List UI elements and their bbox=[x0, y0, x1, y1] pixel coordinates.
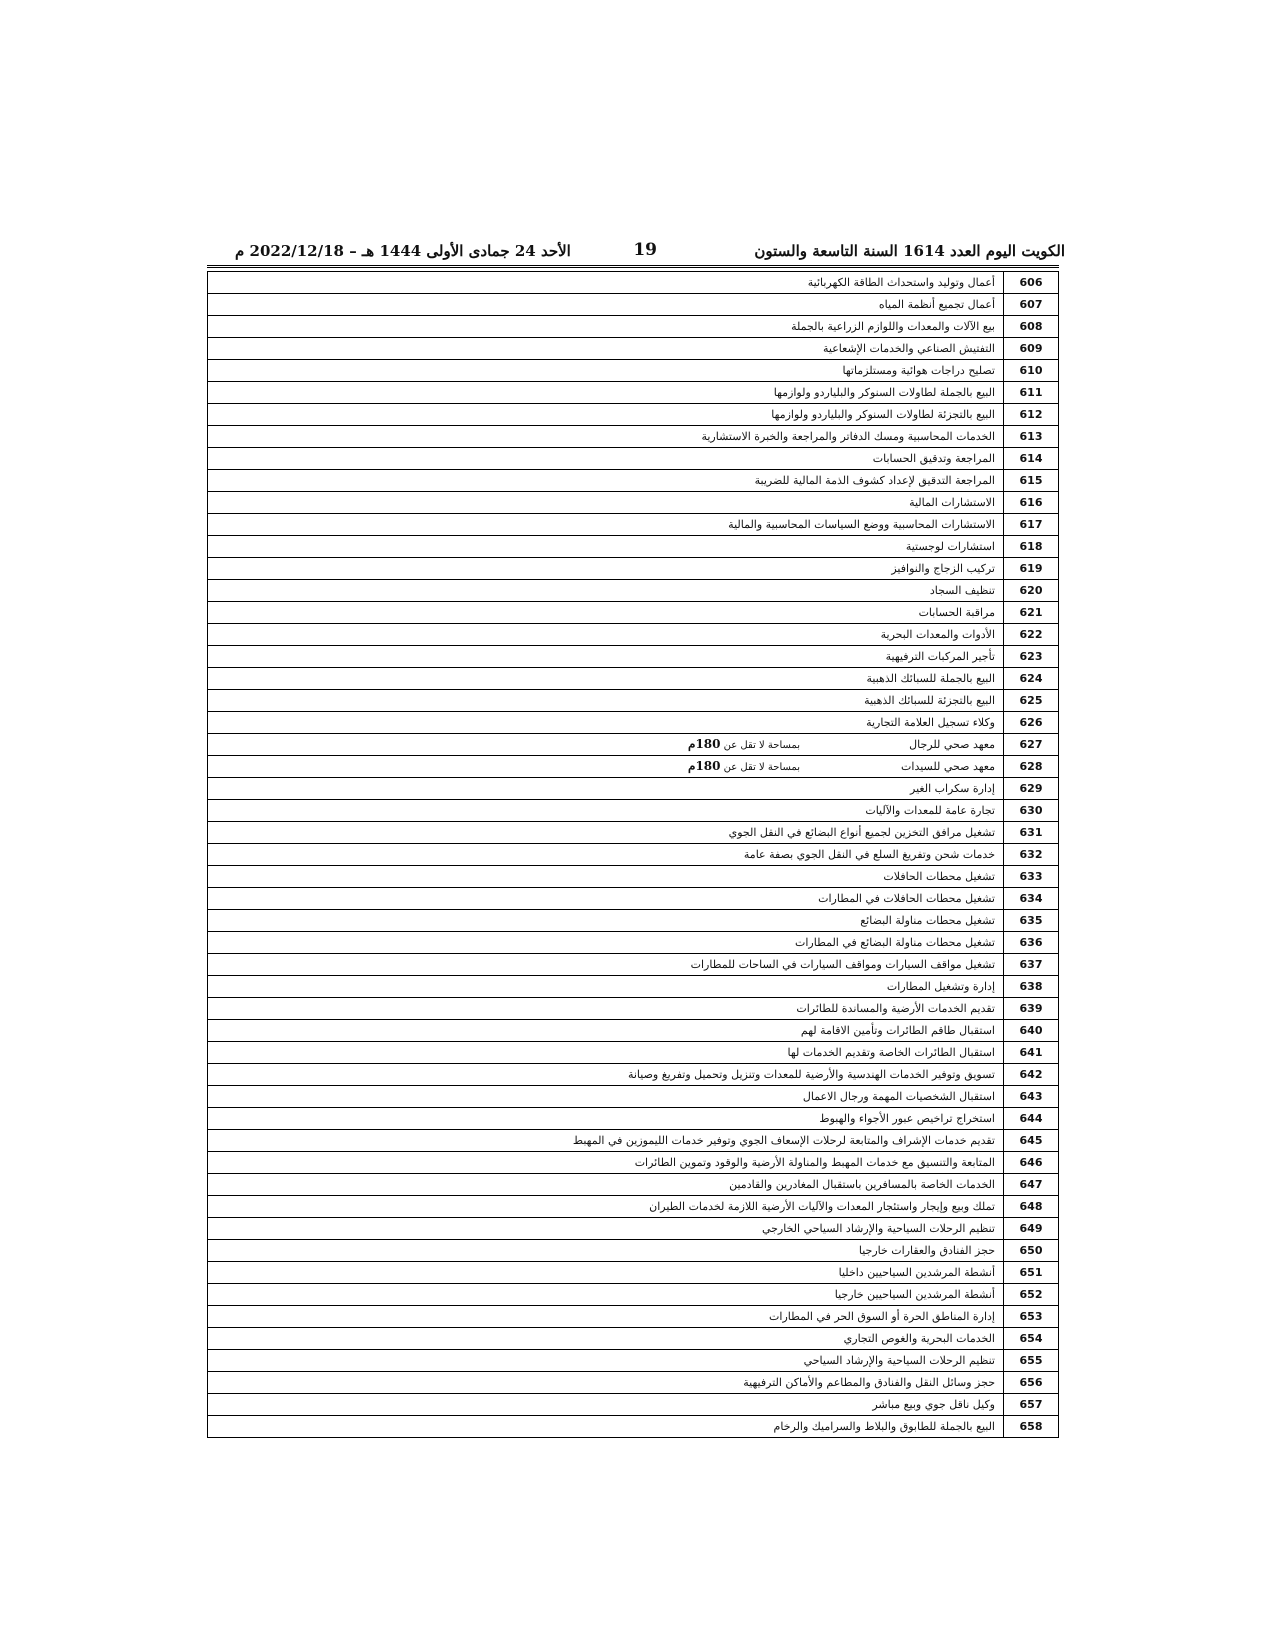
activity-description: وكيل ناقل جوي وبيع مباشر bbox=[872, 1398, 995, 1411]
activity-description-cell bbox=[208, 1174, 1004, 1196]
activity-description: تنظيم الرحلات السياحية والإرشاد السياحي الخارجي bbox=[761, 1222, 995, 1235]
activity-description: تجارة عامة للمعدات والآليات bbox=[865, 804, 995, 817]
activity-description: البيع بالجملة للسبائك الذهبية bbox=[866, 672, 995, 685]
table-row bbox=[208, 954, 1059, 976]
activity-description: تشغيل محطات الحافلات في المطارات bbox=[818, 892, 995, 905]
table-row bbox=[208, 580, 1059, 602]
table-row bbox=[208, 998, 1059, 1020]
activity-description-cell bbox=[208, 558, 1004, 580]
area-requirement-text: بمساحة لا تقل عن bbox=[720, 762, 800, 773]
table-row bbox=[208, 778, 1059, 800]
activity-description-cell bbox=[208, 756, 1004, 778]
activity-number: 622 bbox=[1004, 624, 1059, 646]
table-row bbox=[208, 338, 1059, 360]
activity-description: تشغيل مواقف السيارات ومواقف السيارات في الساحات للمطارات bbox=[690, 958, 995, 971]
activity-number: 655 bbox=[1004, 1350, 1059, 1372]
table-row bbox=[208, 1152, 1059, 1174]
table-row bbox=[208, 426, 1059, 448]
table-row bbox=[208, 690, 1059, 712]
table-row bbox=[208, 1240, 1059, 1262]
header-rule bbox=[207, 265, 1059, 268]
activity-description-cell bbox=[208, 470, 1004, 492]
activity-number: 646 bbox=[1004, 1152, 1059, 1174]
activity-description-cell bbox=[208, 954, 1004, 976]
activity-description: تشغيل محطات الحافلات bbox=[883, 870, 995, 883]
activity-number: 613 bbox=[1004, 426, 1059, 448]
activity-number: 614 bbox=[1004, 448, 1059, 470]
activity-description-cell bbox=[208, 360, 1004, 382]
activity-description: تركيب الزجاج والنوافيز bbox=[891, 562, 995, 575]
gazette-date: الأحد 24 جمادى الأولى 1444 هـ – 2022/12/18 م bbox=[235, 242, 571, 260]
activity-number: 606 bbox=[1004, 272, 1059, 294]
activity-number: 638 bbox=[1004, 976, 1059, 998]
table-row bbox=[208, 624, 1059, 646]
activity-number: 645 bbox=[1004, 1130, 1059, 1152]
table-row bbox=[208, 1218, 1059, 1240]
activity-description: تشغيل محطات مناولة البضائع bbox=[860, 914, 995, 927]
activity-description: تأجير المركبات الترفيهية bbox=[885, 650, 995, 663]
activity-number: 634 bbox=[1004, 888, 1059, 910]
activity-description-cell bbox=[208, 866, 1004, 888]
table-row bbox=[208, 1372, 1059, 1394]
table-row bbox=[208, 272, 1059, 294]
activity-description-cell bbox=[208, 1042, 1004, 1064]
activity-description: المتابعة والتنسيق مع خدمات المهبط والمناولة الأرضية والوقود وتموين الطائرات bbox=[634, 1156, 995, 1169]
activity-description: حجز وسائل النقل والفنادق والمطاعم والأماكن الترفيهية bbox=[743, 1376, 995, 1389]
activity-description-cell bbox=[208, 800, 1004, 822]
activity-description-cell bbox=[208, 426, 1004, 448]
activity-description-cell bbox=[208, 910, 1004, 932]
activity-description: البيع بالتجزئة للسبائك الذهبية bbox=[864, 694, 995, 707]
activity-description-cell bbox=[208, 624, 1004, 646]
activity-description: الاستشارات المحاسبية ووضع السياسات المحاسبية والمالية bbox=[728, 518, 995, 531]
activity-description: تصليح دراجات هوائية ومستلزماتها bbox=[842, 364, 995, 377]
activity-number: 624 bbox=[1004, 668, 1059, 690]
activity-description-cell bbox=[208, 1306, 1004, 1328]
activity-number: 636 bbox=[1004, 932, 1059, 954]
activity-number: 620 bbox=[1004, 580, 1059, 602]
activities-table-container bbox=[207, 271, 1059, 1438]
activity-number: 652 bbox=[1004, 1284, 1059, 1306]
area-requirement-value: 180م bbox=[688, 737, 721, 751]
activity-number: 657 bbox=[1004, 1394, 1059, 1416]
table-row bbox=[208, 360, 1059, 382]
table-row bbox=[208, 1328, 1059, 1350]
table-row bbox=[208, 910, 1059, 932]
activity-description-cell bbox=[208, 646, 1004, 668]
activity-number: 615 bbox=[1004, 470, 1059, 492]
activity-number: 627 bbox=[1004, 734, 1059, 756]
activity-description-cell bbox=[208, 690, 1004, 712]
table-row bbox=[208, 1394, 1059, 1416]
table-row bbox=[208, 1108, 1059, 1130]
table-row bbox=[208, 1350, 1059, 1372]
activity-description: تنظيم الرحلات السياحية والإرشاد السياحي bbox=[803, 1354, 995, 1367]
activity-description: أنشطة المرشدين السياحيين خارجيا bbox=[834, 1288, 995, 1301]
activity-number: 610 bbox=[1004, 360, 1059, 382]
gazette-issue-title: الكويت اليوم العدد 1614 السنة التاسعة والستون bbox=[754, 242, 1065, 260]
activity-description: الاستشارات المالية bbox=[909, 496, 995, 509]
activity-description: استقبال الطائرات الخاصة وتقديم الخدمات لها bbox=[787, 1046, 995, 1059]
activity-number: 625 bbox=[1004, 690, 1059, 712]
table-row bbox=[208, 492, 1059, 514]
activity-description: استقبال طاقم الطائرات وتأمين الاقامة لهم bbox=[800, 1024, 995, 1037]
page-number: 19 bbox=[633, 240, 657, 260]
table-row bbox=[208, 1130, 1059, 1152]
table-row bbox=[208, 1064, 1059, 1086]
activity-number: 637 bbox=[1004, 954, 1059, 976]
activity-description-cell bbox=[208, 778, 1004, 800]
activity-description-cell bbox=[208, 1284, 1004, 1306]
activity-description-cell bbox=[208, 1262, 1004, 1284]
activity-description-cell bbox=[208, 382, 1004, 404]
table-row bbox=[208, 1174, 1059, 1196]
activity-description: إدارة وتشغيل المطارات bbox=[886, 980, 995, 993]
table-row bbox=[208, 1262, 1059, 1284]
activity-description-cell bbox=[208, 1416, 1004, 1438]
activity-description: البيع بالجملة للطابوق والبلاط والسراميك والرخام bbox=[773, 1420, 995, 1433]
activity-description-cell bbox=[208, 712, 1004, 734]
activity-description: أعمال تجميع أنظمة المياه bbox=[878, 298, 995, 311]
table-row bbox=[208, 602, 1059, 624]
table-row bbox=[208, 1416, 1059, 1438]
activity-number: 628 bbox=[1004, 756, 1059, 778]
activity-description: استخراج تراخيص عبور الأجواء والهبوط bbox=[819, 1112, 995, 1125]
activity-description-cell bbox=[208, 1152, 1004, 1174]
activity-number: 608 bbox=[1004, 316, 1059, 338]
activity-description-cell bbox=[208, 338, 1004, 360]
activity-description: التفتيش الصناعي والخدمات الإشعاعية bbox=[823, 342, 995, 355]
activity-description-cell bbox=[208, 1328, 1004, 1350]
activity-number: 658 bbox=[1004, 1416, 1059, 1438]
table-row bbox=[208, 1196, 1059, 1218]
activity-number: 629 bbox=[1004, 778, 1059, 800]
activity-description: معهد صحي للسيدات bbox=[901, 760, 995, 773]
activity-number: 630 bbox=[1004, 800, 1059, 822]
activity-description-cell bbox=[208, 272, 1004, 294]
table-row bbox=[208, 822, 1059, 844]
table-row bbox=[208, 448, 1059, 470]
area-requirement-note bbox=[688, 756, 800, 778]
activity-description: تنظيف السجاد bbox=[929, 584, 995, 597]
table-row bbox=[208, 844, 1059, 866]
table-row bbox=[208, 646, 1059, 668]
activity-description: المراجعة وتدقيق الحسابات bbox=[872, 452, 995, 465]
activity-description: تشغيل مرافق التخزين لجميع أنواع البضائع في النقل الجوي bbox=[728, 826, 995, 839]
activity-number: 632 bbox=[1004, 844, 1059, 866]
activity-number: 639 bbox=[1004, 998, 1059, 1020]
activity-description-cell bbox=[208, 536, 1004, 558]
activity-number: 650 bbox=[1004, 1240, 1059, 1262]
table-row bbox=[208, 1086, 1059, 1108]
activity-description-cell bbox=[208, 514, 1004, 536]
activity-description: استشارات لوجستية bbox=[905, 540, 995, 553]
table-row bbox=[208, 976, 1059, 998]
activity-description-cell bbox=[208, 316, 1004, 338]
activity-description-cell bbox=[208, 602, 1004, 624]
table-row bbox=[208, 404, 1059, 426]
activity-description-cell bbox=[208, 294, 1004, 316]
activity-description-cell bbox=[208, 734, 1004, 756]
activity-description-cell bbox=[208, 492, 1004, 514]
activity-description: تقديم خدمات الإشراف والمتابعة لرحلات الإسعاف الجوي وتوفير خدمات الليموزين في المهبط bbox=[572, 1134, 995, 1147]
table-row bbox=[208, 888, 1059, 910]
activity-number: 647 bbox=[1004, 1174, 1059, 1196]
table-row bbox=[208, 712, 1059, 734]
activity-number: 643 bbox=[1004, 1086, 1059, 1108]
table-row bbox=[208, 1020, 1059, 1042]
activity-number: 633 bbox=[1004, 866, 1059, 888]
area-requirement-text: بمساحة لا تقل عن bbox=[720, 740, 800, 751]
table-row bbox=[208, 756, 1059, 778]
activity-number: 644 bbox=[1004, 1108, 1059, 1130]
activity-description: البيع بالتجزئة لطاولات السنوكر والبلياردو ولوازمها bbox=[771, 408, 995, 421]
activity-number: 651 bbox=[1004, 1262, 1059, 1284]
activity-description: وكلاء تسجيل العلامة التجارية bbox=[866, 716, 995, 729]
activity-number: 654 bbox=[1004, 1328, 1059, 1350]
table-row bbox=[208, 1042, 1059, 1064]
activity-number: 656 bbox=[1004, 1372, 1059, 1394]
activity-number: 649 bbox=[1004, 1218, 1059, 1240]
activity-description-cell bbox=[208, 822, 1004, 844]
activity-description-cell bbox=[208, 1394, 1004, 1416]
activity-description: الخدمات الخاصة بالمسافرين باستقبال المغادرين والقادمين bbox=[729, 1178, 995, 1191]
activity-description: الأدوات والمعدات البحرية bbox=[880, 628, 995, 641]
table-row bbox=[208, 294, 1059, 316]
activity-description: تملك وبيع وإيجار واستئجار المعدات والآليات الأرضية اللازمة لخدمات الطيران bbox=[649, 1200, 995, 1213]
page-header bbox=[207, 236, 1065, 264]
activity-description: خدمات شحن وتفريغ السلع في النقل الجوي بصفة عامة bbox=[743, 848, 995, 861]
activity-number: 648 bbox=[1004, 1196, 1059, 1218]
activity-number: 617 bbox=[1004, 514, 1059, 536]
activity-number: 641 bbox=[1004, 1042, 1059, 1064]
activity-number: 612 bbox=[1004, 404, 1059, 426]
table-row bbox=[208, 382, 1059, 404]
activity-description: مراقبة الحسابات bbox=[918, 606, 995, 619]
table-row bbox=[208, 668, 1059, 690]
activity-number: 640 bbox=[1004, 1020, 1059, 1042]
table-row bbox=[208, 734, 1059, 756]
activity-description-cell bbox=[208, 668, 1004, 690]
activity-description-cell bbox=[208, 1064, 1004, 1086]
activity-number: 607 bbox=[1004, 294, 1059, 316]
activity-description: الخدمات المحاسبية ومسك الدفاتر والمراجعة والخبرة الاستشارية bbox=[701, 430, 995, 443]
activity-description-cell bbox=[208, 1196, 1004, 1218]
activity-number: 619 bbox=[1004, 558, 1059, 580]
activity-description: أعمال وتوليد واستحداث الطاقة الكهربائية bbox=[807, 276, 995, 289]
activity-description: البيع بالجملة لطاولات السنوكر والبلياردو ولوازمها bbox=[773, 386, 995, 399]
activity-description-cell bbox=[208, 404, 1004, 426]
table-row bbox=[208, 932, 1059, 954]
activity-number: 631 bbox=[1004, 822, 1059, 844]
activity-description: استقبال الشخصيات المهمة ورجال الاعمال bbox=[802, 1090, 995, 1103]
activity-number: 611 bbox=[1004, 382, 1059, 404]
activity-number: 623 bbox=[1004, 646, 1059, 668]
activity-description: بيع الآلات والمعدات واللوازم الزراعية بالجملة bbox=[791, 320, 995, 333]
activity-description-cell bbox=[208, 888, 1004, 910]
activity-number: 642 bbox=[1004, 1064, 1059, 1086]
activity-description-cell bbox=[208, 1372, 1004, 1394]
area-requirement-note bbox=[688, 734, 800, 756]
activity-description: أنشطة المرشدين السياحيين داخليا bbox=[838, 1266, 995, 1279]
activity-description-cell bbox=[208, 1086, 1004, 1108]
area-requirement-value: 180م bbox=[688, 759, 721, 773]
activity-description-cell bbox=[208, 1240, 1004, 1262]
activity-description: تشغيل محطات مناولة البضائع في المطارات bbox=[795, 936, 995, 949]
activity-number: 616 bbox=[1004, 492, 1059, 514]
table-row bbox=[208, 316, 1059, 338]
activities-table bbox=[207, 271, 1059, 1438]
activity-description-cell bbox=[208, 976, 1004, 998]
activity-description-cell bbox=[208, 1218, 1004, 1240]
activity-number: 653 bbox=[1004, 1306, 1059, 1328]
activities-table-body bbox=[208, 272, 1059, 1438]
table-row bbox=[208, 558, 1059, 580]
table-row bbox=[208, 1306, 1059, 1328]
activity-description-cell bbox=[208, 1350, 1004, 1372]
activity-description-cell bbox=[208, 1108, 1004, 1130]
activity-description-cell bbox=[208, 1130, 1004, 1152]
activity-number: 635 bbox=[1004, 910, 1059, 932]
activity-description: تسويق وتوفير الخدمات الهندسية والأرضية للمعدات وتنزيل وتحميل وتفريغ وصيانة bbox=[627, 1068, 995, 1081]
activity-number: 626 bbox=[1004, 712, 1059, 734]
table-row bbox=[208, 800, 1059, 822]
activity-description-cell bbox=[208, 1020, 1004, 1042]
table-row bbox=[208, 536, 1059, 558]
activity-number: 618 bbox=[1004, 536, 1059, 558]
table-row bbox=[208, 470, 1059, 492]
activity-description-cell bbox=[208, 932, 1004, 954]
activity-description: تقديم الخدمات الأرضية والمساندة للطائرات bbox=[796, 1002, 995, 1015]
table-row bbox=[208, 866, 1059, 888]
activity-description: المراجعة التدقيق لإعداد كشوف الذمة المالية للضريبة bbox=[754, 474, 995, 487]
activity-description-cell bbox=[208, 448, 1004, 470]
activity-description: معهد صحي للرجال bbox=[909, 738, 995, 751]
activity-description: إدارة سكراب الغير bbox=[910, 782, 995, 795]
activity-number: 621 bbox=[1004, 602, 1059, 624]
activity-description-cell bbox=[208, 580, 1004, 602]
table-row bbox=[208, 514, 1059, 536]
activity-description: إدارة المناطق الحرة أو السوق الحر في المطارات bbox=[769, 1310, 995, 1323]
table-row bbox=[208, 1284, 1059, 1306]
activity-number: 609 bbox=[1004, 338, 1059, 360]
activity-description: حجز الفنادق والعقارات خارجيا bbox=[858, 1244, 995, 1257]
activity-description-cell bbox=[208, 998, 1004, 1020]
activity-description-cell bbox=[208, 844, 1004, 866]
activity-description: الخدمات البحرية والغوص التجاري bbox=[843, 1332, 995, 1345]
